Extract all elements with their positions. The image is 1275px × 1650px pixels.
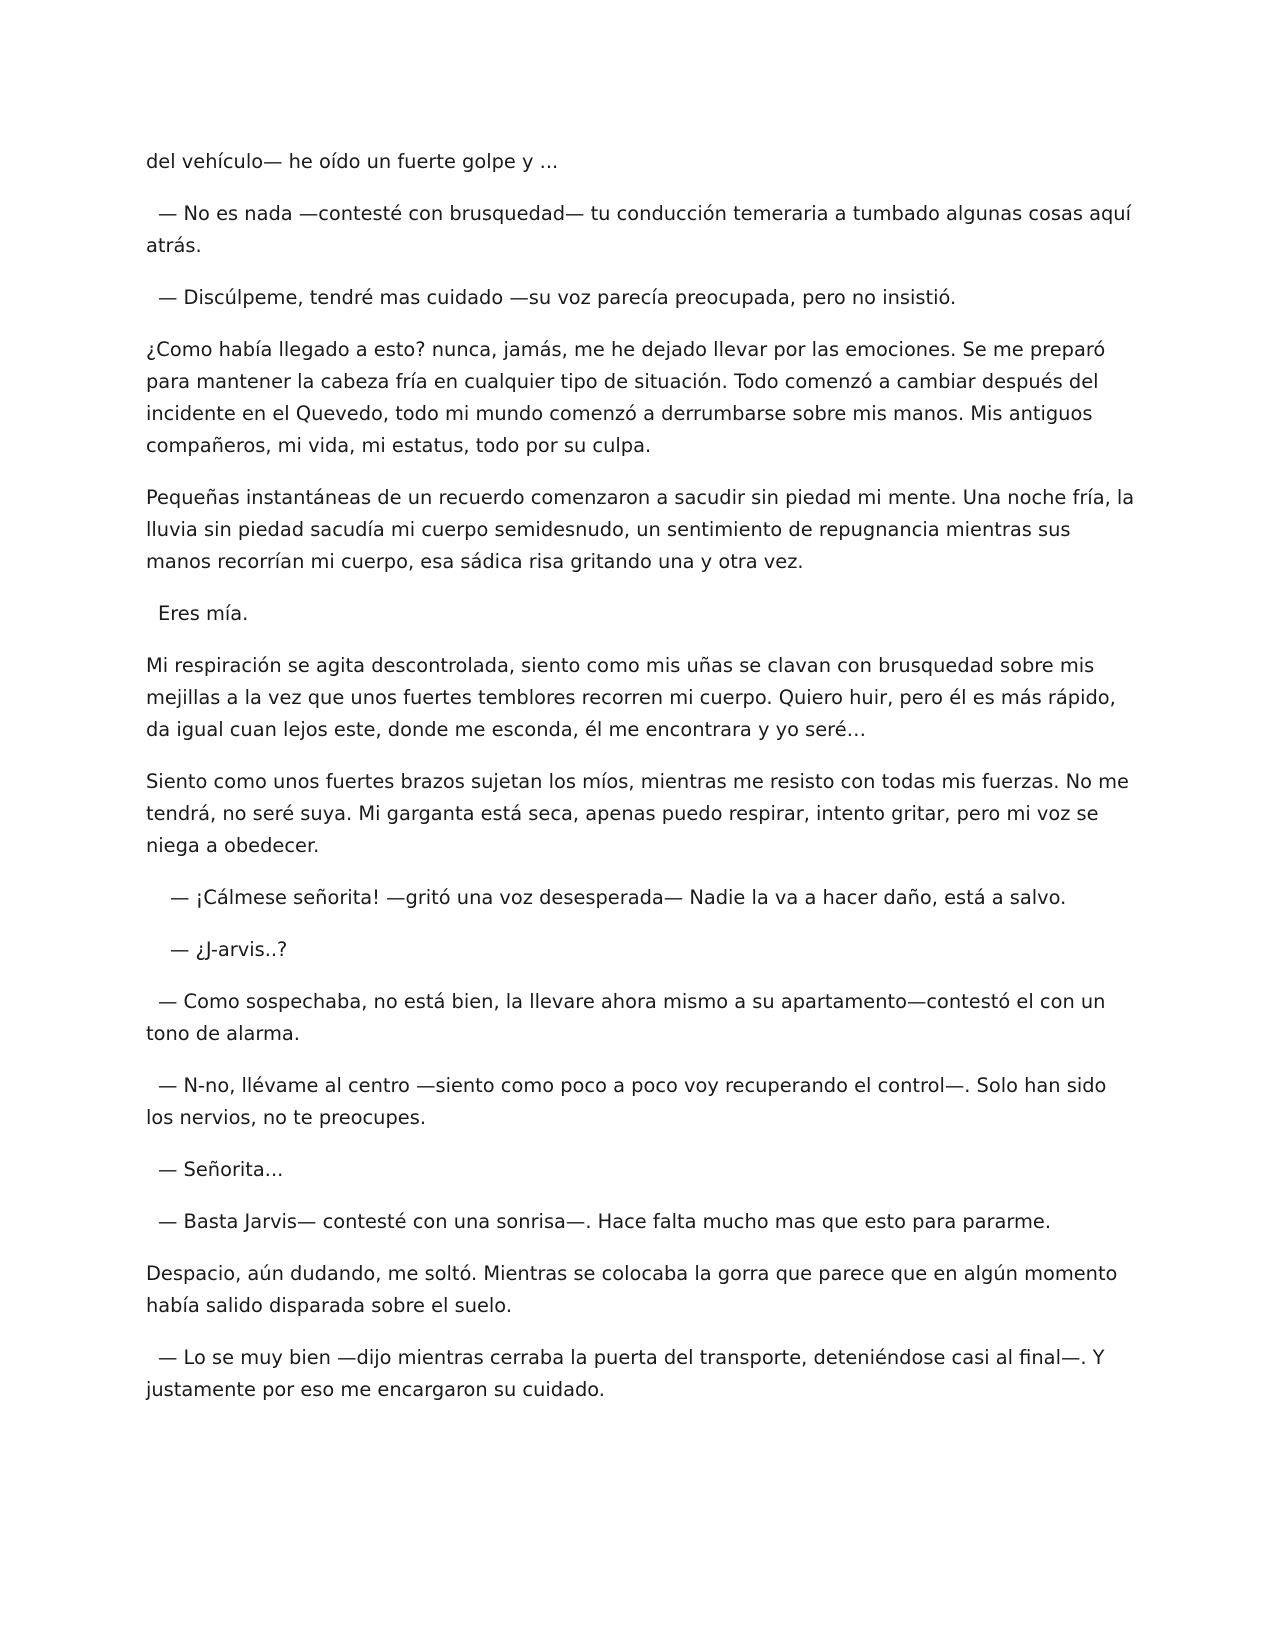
dialogue-paragraph: — Lo se muy bien —dijo mientras cerraba la puerta del transporte, deteniéndose casi al final—. Y justamente por eso me encargaron su cuidado. [146,1346,1105,1401]
paragraph: del vehículo— he oído un fuerte golpe y ... [146,150,559,173]
paragraph: ¿Como había llegado a esto? nunca, jamás, me he dejado llevar por las emociones. Se me preparó para mantener la cabeza fría en cualquier tipo de situación. Todo comenzó a cambiar después del incidente en el Quevedo, todo mi mundo comenzó a derrumbarse sobre mis manos. Mis antiguos compañeros, mi vida, mi estatus, todo por su culpa. [146,338,1106,457]
dialogue-paragraph: — Basta Jarvis— contesté con una sonrisa—. Hace falta mucho mas que esto para pararme. [158,1210,1052,1233]
dialogue-paragraph: — No es nada —contesté con brusquedad— tu conducción temeraria a tumbado algunas cosas aquí atrás. [146,202,1131,257]
dialogue-paragraph: — Señorita... [158,1158,284,1181]
dialogue-paragraph: — Como sospechaba, no está bien, la llevare ahora mismo a su apartamento—contestó el con un tono de alarma. [146,990,1106,1045]
paragraph: Despacio, aún dudando, me soltó. Mientras se colocaba la gorra que parece que en algún momento había salido disparada sobre el suelo. [146,1262,1118,1317]
dialogue-paragraph: — ¿J-arvis..? [170,938,288,961]
paragraph: Siento como unos fuertes brazos sujetan los míos, mientras me resisto con todas mis fuerzas. No me tendrá, no seré suya. Mi garganta está seca, apenas puedo respirar, intento gritar, pero mi voz se niega a obedecer. [146,770,1129,857]
body-text [146,146,1136,1426]
paragraph: Pequeñas instantáneas de un recuerdo comenzaron a sacudir sin piedad mi mente. Una noche fría, la lluvia sin piedad sacudía mi cuerpo semidesnudo, un sentimiento de repugnancia mientras sus manos recorrían mi cuerpo, esa sádica risa gritando una y otra vez. [146,486,1135,573]
dialogue-paragraph: — N-no, llévame al centro —siento como poco a poco voy recuperando el control—. Solo han sido los nervios, no te preocupes. [146,1074,1107,1129]
paragraph: Mi respiración se agita descontrolada, siento como mis uñas se clavan con brusquedad sobre mis mejillas a la vez que unos fuertes temblores recorren mi cuerpo. Quiero huir, pero él es más rápido, da igual cuan lejos este, donde me esconda, él me encontrara y yo seré… [146,654,1116,741]
paragraph: Eres mía. [158,602,249,625]
dialogue-paragraph: — Discúlpeme, tendré mas cuidado —su voz parecía preocupada, pero no insistió. [158,286,957,309]
dialogue-paragraph: — ¡Cálmese señorita! —gritó una voz desesperada— Nadie la va a hacer daño, está a salvo. [170,886,1067,909]
